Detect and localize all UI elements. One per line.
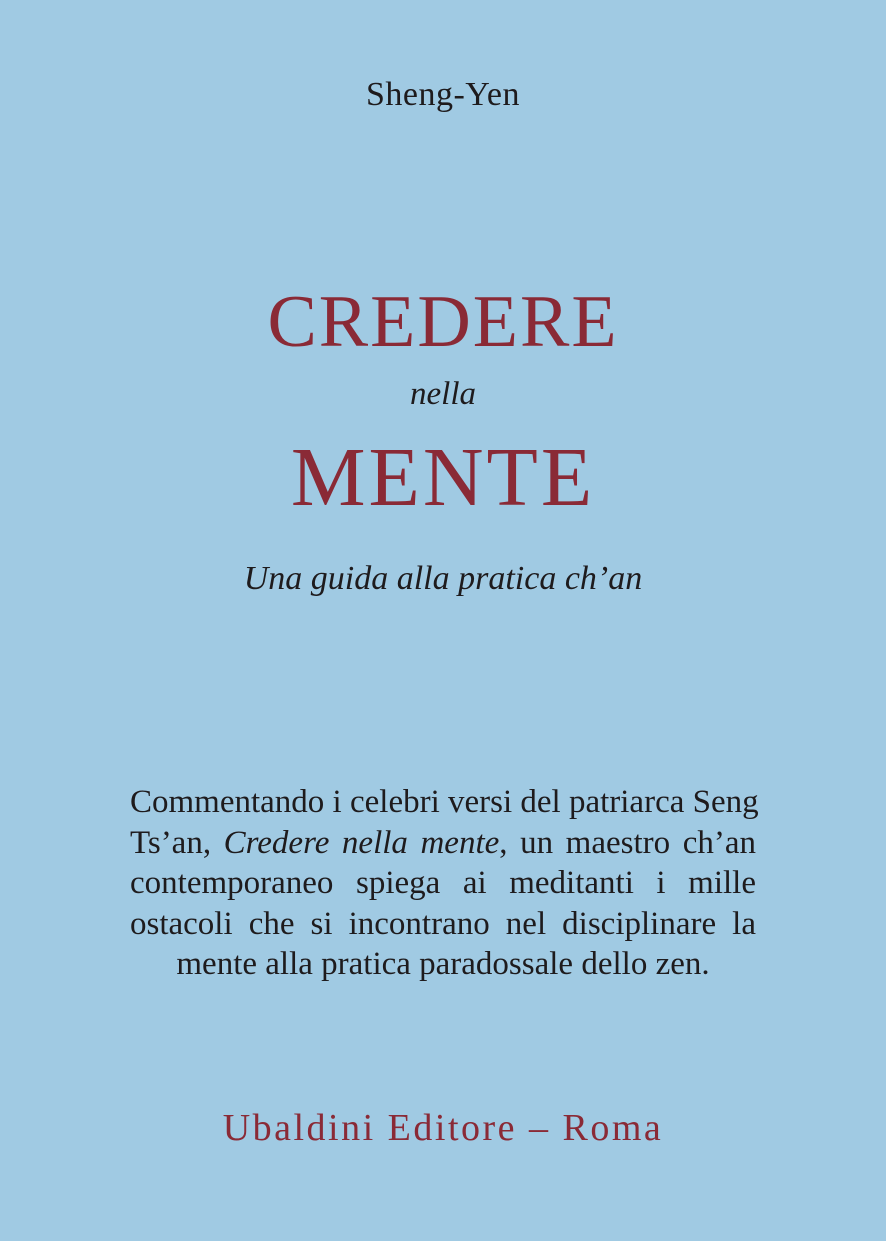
blurb-line — [130, 823, 756, 864]
author-name: Sheng-Yen — [365, 76, 521, 113]
subtitle: Una guida alla pratica ch’an — [243, 560, 643, 597]
blurb-line: mente alla pratica paradossale dello zen. — [176, 946, 710, 982]
blurb-text: Ts’an, — [130, 824, 224, 861]
blurb-line: ostacoli che si incontrano nel disciplinare la — [130, 905, 756, 942]
title-line-2: MENTE — [290, 431, 596, 524]
title-connector: nella — [410, 376, 476, 412]
blurb — [130, 782, 759, 985]
blurb-book-title: Credere nella mente — [223, 824, 500, 861]
blurb-text: , un maestro ch’an — [499, 824, 756, 861]
publisher: Ubaldini Editore – Roma — [222, 1107, 664, 1149]
blurb-line: Commentando i celebri versi del patriarca Seng — [130, 784, 759, 820]
title-line-1: CREDERE — [267, 281, 619, 363]
blurb-line: contemporaneo spiega ai meditanti i mille — [130, 865, 756, 901]
